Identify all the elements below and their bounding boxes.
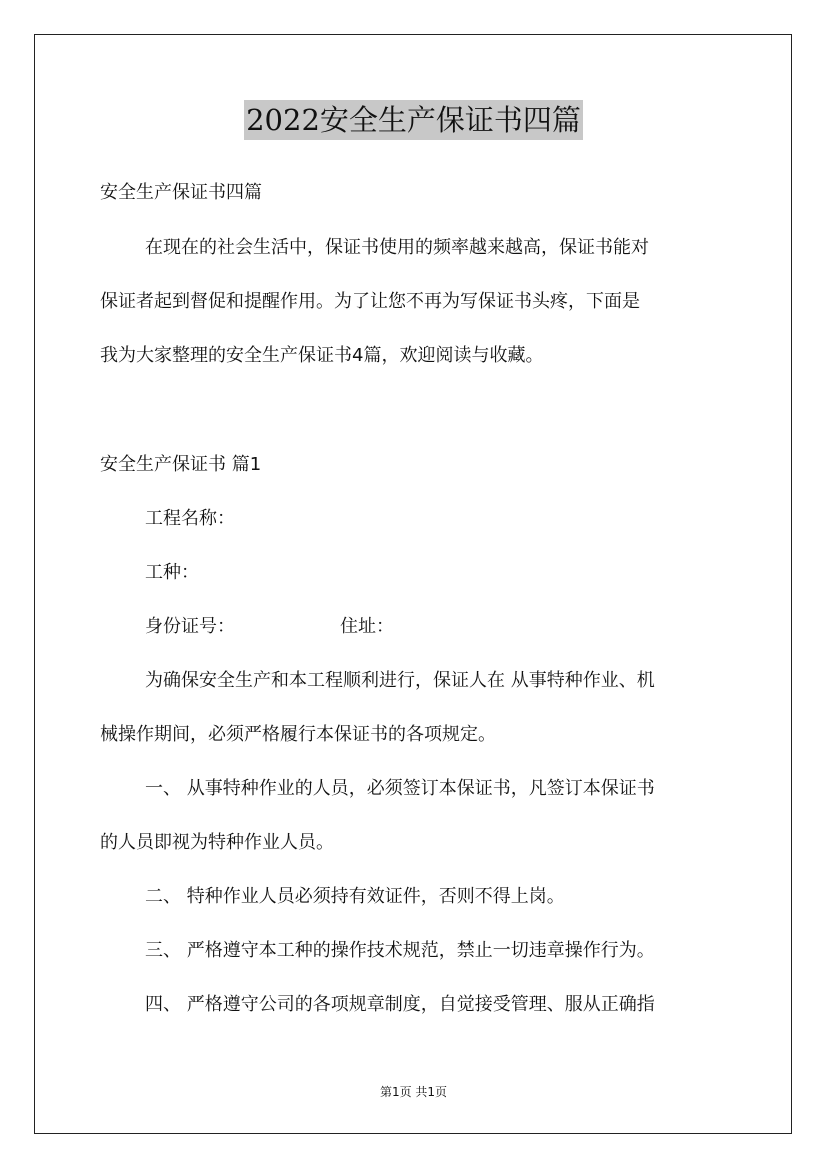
project-name-label: 工程名称：: [145, 508, 235, 529]
paragraph-line-1: 为确保安全生产和本工程顺利进行，保证人在 从事特种作业、机: [145, 670, 655, 691]
document-title: 2022安全生产保证书四篇: [244, 100, 583, 140]
subtitle: 安全生产保证书四篇: [100, 182, 262, 203]
address-label: 住址：: [340, 616, 394, 637]
intro-line-3: 我为大家整理的安全生产保证书4篇，欢迎阅读与收藏。: [100, 345, 544, 366]
paragraph-line-2: 械操作期间，必须严格履行本保证书的各项规定。: [100, 724, 496, 745]
intro-line-1: 在现在的社会生活中，保证书使用的频率越来越高，保证书能对: [145, 237, 649, 258]
page-footer: 第1页 共1页: [379, 1085, 448, 1099]
item-1-line-2: 的人员即视为特种作业人员。: [100, 832, 334, 853]
section-heading: 安全生产保证书 篇1: [100, 454, 262, 475]
item-1-line-1: 一、 从事特种作业的人员，必须签订本保证书，凡签订本保证书: [145, 778, 655, 799]
work-type-label: 工种：: [145, 562, 199, 583]
item-4: 四、 严格遵守公司的各项规章制度，自觉接受管理、服从正确指: [145, 994, 655, 1015]
item-3: 三、 严格遵守本工种的操作技术规范，禁止一切违章操作行为。: [145, 940, 655, 961]
item-2: 二、 特种作业人员必须持有效证件，否则不得上岗。: [145, 886, 565, 907]
intro-line-2: 保证者起到督促和提醒作用。为了让您不再为写保证书头疼，下面是: [100, 291, 640, 312]
title-container: [0, 100, 827, 140]
id-number-label: 身份证号：: [145, 616, 235, 637]
